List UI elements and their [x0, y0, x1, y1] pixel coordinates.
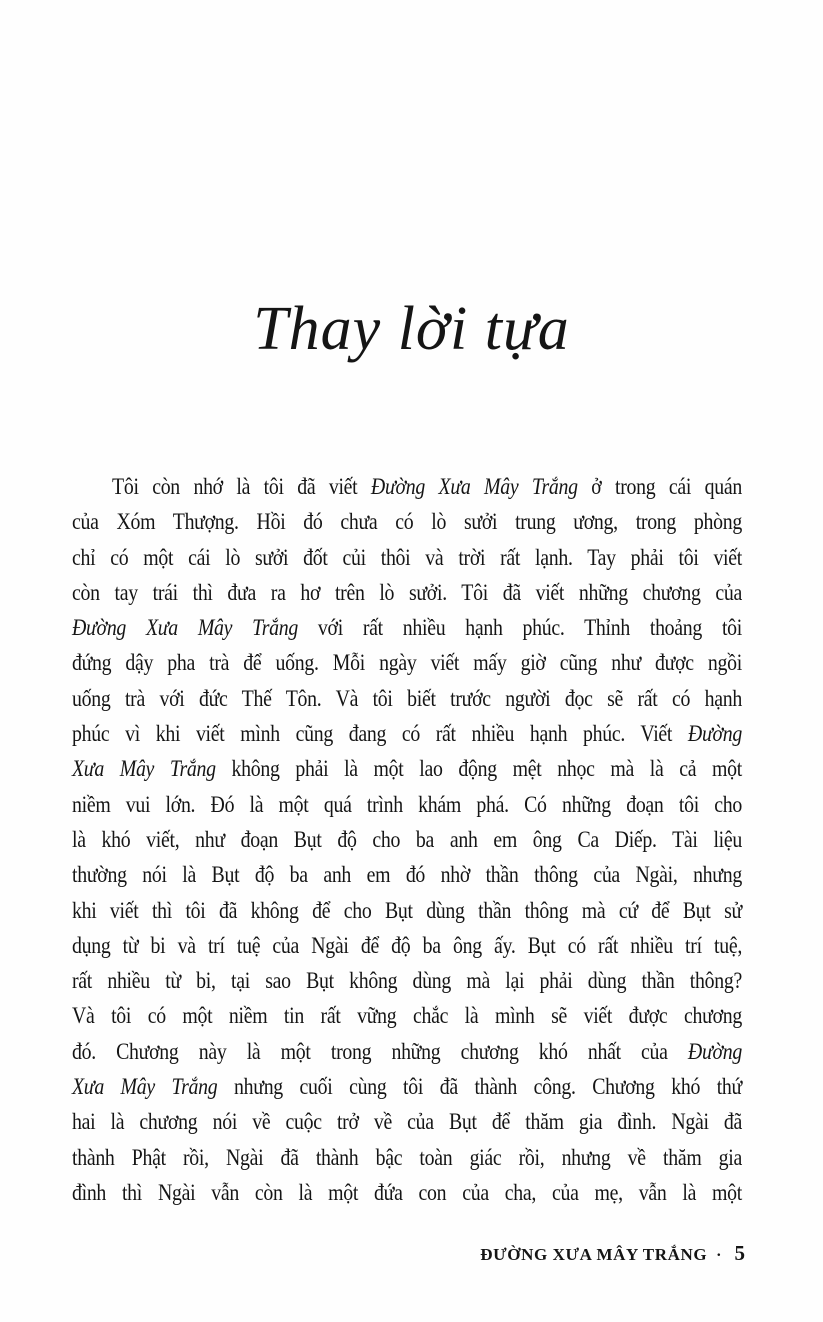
book-title-italic: Đường: [687, 1038, 742, 1064]
text-segment: niềm vui lớn. Đó là một quá trình khám phá. Có những đoạn tôi cho: [72, 791, 742, 817]
running-title: ĐƯỜNG XƯA MÂY TRẮNG: [480, 1245, 708, 1264]
text-line: [72, 681, 742, 716]
text-segment: là khó viết, như đoạn Bụt độ cho ba anh em ông Ca Diếp. Tài liệu: [72, 826, 742, 852]
text-segment: nhưng cuối cùng tôi đã thành công. Chương khó thứ: [217, 1074, 742, 1100]
text-segment: Tôi còn nhớ là tôi đã viết: [112, 474, 371, 499]
text-line: [72, 751, 742, 786]
text-line: [72, 716, 742, 751]
text-segment: rất nhiều từ bi, tại sao Bụt không dùng mà lại phải dùng thần thông?: [72, 968, 742, 994]
text-segment: hai là chương nói về cuộc trở về của Bụt để thăm gia đình. Ngài đã: [72, 1109, 742, 1135]
text-line: [72, 1140, 742, 1175]
text-segment: thường nói là Bụt độ ba anh em đó nhờ thần thông của Ngài, nhưng: [72, 862, 742, 888]
text-line: [72, 469, 742, 504]
text-segment: phúc vì khi viết mình cũng đang có rất nhiều hạnh phúc. Viết: [72, 721, 688, 747]
book-title-italic: Xưa Mây Trắng: [72, 1074, 218, 1100]
text-line: [72, 575, 742, 610]
text-line: [72, 1175, 742, 1210]
text-segment: đình thì Ngài vẫn còn là một đứa con của cha, của mẹ, vẫn là một: [72, 1179, 742, 1205]
text-line: [72, 504, 742, 539]
text-segment: ở trong cái quán: [577, 474, 742, 499]
text-segment: của Xóm Thượng. Hồi đó chưa có lò sưởi trung ương, trong phòng: [72, 509, 742, 535]
text-line: [72, 893, 742, 928]
text-line: [72, 928, 742, 963]
text-line: [72, 1069, 742, 1104]
text-segment: Và tôi có một niềm tin rất vững chắc là mình sẽ viết được chương: [72, 1003, 742, 1029]
preface-paragraph: [72, 469, 742, 1210]
text-segment: đứng dậy pha trà để uống. Mỗi ngày viết mấy giờ cũng như được ngồi: [72, 650, 742, 676]
text-segment: chỉ có một cái lò sưởi đốt củi thôi và trời rất lạnh. Tay phải tôi viết: [72, 544, 742, 570]
text-line: [72, 540, 742, 575]
text-segment: khi viết thì tôi đã không để cho Bụt dùng thần thông mà cứ để Bụt sử: [72, 897, 742, 923]
text-line: [72, 998, 742, 1033]
book-title-italic: Đường Xưa Mây Trắng: [370, 474, 578, 499]
text-line: [72, 1034, 742, 1069]
text-segment: với rất nhiều hạnh phúc. Thỉnh thoảng tôi: [297, 615, 742, 641]
text-segment: còn tay trái thì đưa ra hơ trên lò sưởi. Tôi đã viết những chương của: [72, 579, 742, 605]
text-segment: uống trà với đức Thế Tôn. Và tôi biết trước người đọc sẽ rất có hạnh: [72, 685, 742, 711]
text-segment: thành Phật rồi, Ngài đã thành bậc toàn giác rồi, nhưng về thăm gia: [72, 1144, 742, 1170]
text-line: [72, 610, 742, 645]
page-number: 5: [734, 1241, 745, 1265]
book-title-italic: Xưa Mây Trắng: [72, 756, 216, 782]
text-line: [72, 963, 742, 998]
text-segment: không phải là một lao động mệt nhọc mà là cả một: [215, 756, 742, 782]
text-segment: đó. Chương này là một trong những chương khó nhất của: [72, 1038, 688, 1064]
book-title-italic: Đường: [687, 721, 742, 747]
text-segment: dụng từ bi và trí tuệ của Ngài để độ ba ông ấy. Bụt có rất nhiều trí tuệ,: [72, 932, 742, 958]
text-line: [72, 857, 742, 892]
footer-separator-dot: ·: [716, 1247, 722, 1264]
text-line: [72, 822, 742, 857]
text-line: [72, 1104, 742, 1139]
chapter-title: Thay lời tựa: [253, 295, 570, 363]
page-footer: [480, 1241, 745, 1266]
text-line: [72, 645, 742, 680]
text-line: [72, 787, 742, 822]
book-title-italic: Đường Xưa Mây Trắng: [72, 615, 298, 641]
